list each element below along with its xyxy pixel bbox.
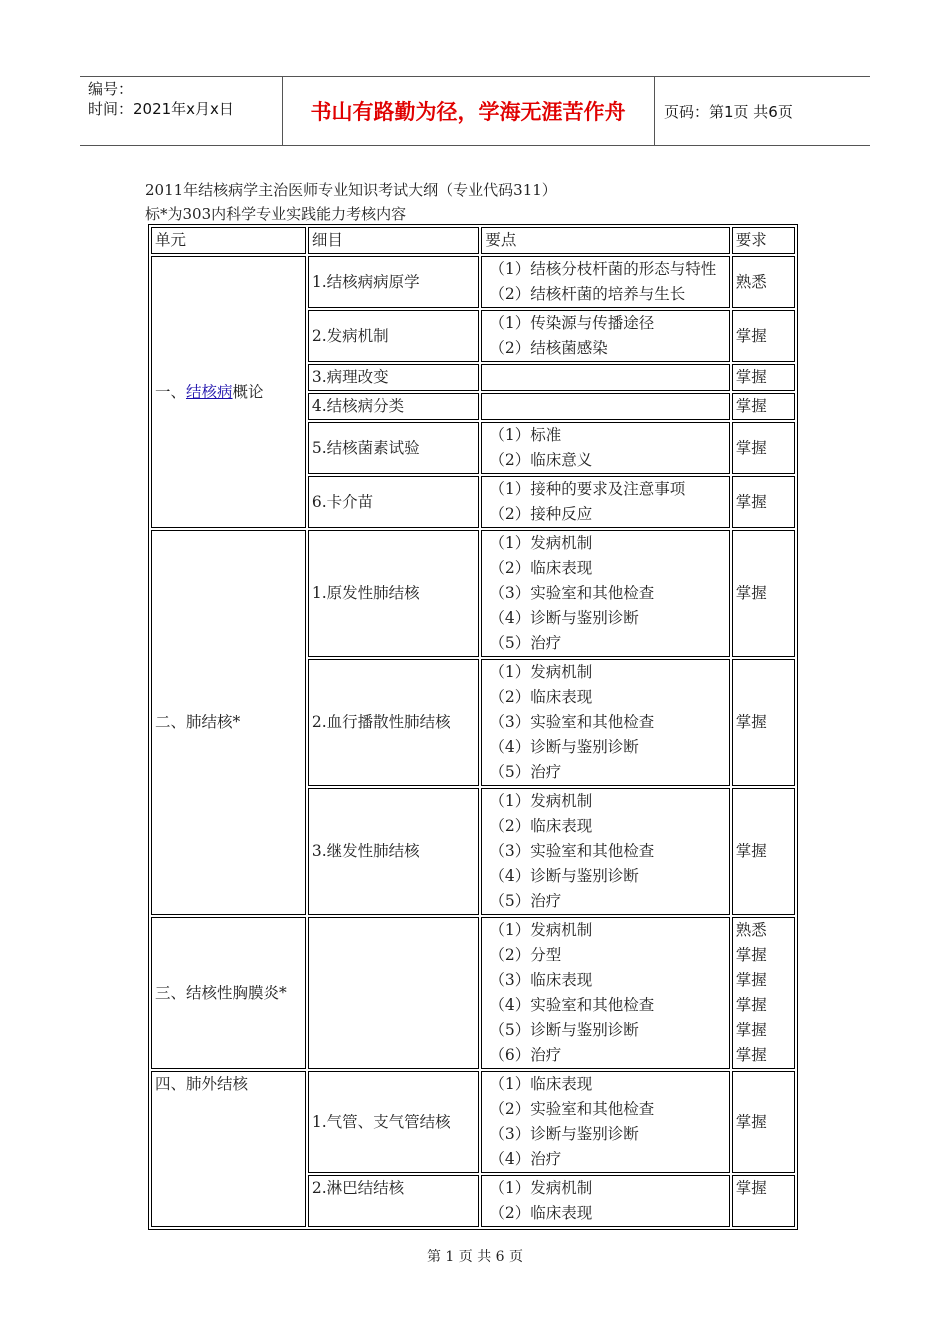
points-cell <box>481 788 729 915</box>
syllabus-table <box>148 224 798 1230</box>
requirement-item: 掌握 <box>735 1046 767 1064</box>
unit-title-link[interactable]: 结核病 <box>186 382 233 401</box>
point-item: （3）实验室和其他检查 <box>489 584 655 602</box>
header-meta <box>88 79 278 119</box>
point-item: （5）治疗 <box>489 763 562 781</box>
item-cell: 3.继发性肺结核 <box>308 788 480 915</box>
requirement-cell: 掌握 <box>732 364 795 391</box>
points-cell <box>481 364 729 391</box>
document-subtitle: 标*为303内科学专业实践能力考核内容 <box>145 205 407 223</box>
header-page-info: 页码：第1页 共6页 <box>664 102 793 121</box>
point-item: （3）实验室和其他检查 <box>489 713 655 731</box>
unit-title: 四、肺外结核 <box>155 1075 249 1093</box>
points-cell <box>481 659 729 786</box>
requirement-cell: 掌握 <box>732 422 795 474</box>
point-item: （2）临床表现 <box>489 559 593 577</box>
point-item: （2）临床意义 <box>489 451 593 469</box>
requirement-item: 掌握 <box>735 996 767 1014</box>
point-item: （3）临床表现 <box>489 971 593 989</box>
point-item: （2）实验室和其他检查 <box>489 1100 655 1118</box>
point-item: （3）诊断与鉴别诊断 <box>489 1125 639 1143</box>
point-item: （2）临床表现 <box>489 1204 593 1222</box>
point-item: （2）临床表现 <box>489 688 593 706</box>
unit-title: 一、 <box>155 382 187 401</box>
points-cell <box>481 1071 729 1173</box>
point-item: （1）临床表现 <box>489 1075 593 1093</box>
point-item: （2）接种反应 <box>489 505 593 523</box>
column-header-item: 细目 <box>308 227 480 254</box>
table-row <box>151 256 795 308</box>
point-item: （6）治疗 <box>489 1046 562 1064</box>
requirement-item: 熟悉 <box>735 921 767 939</box>
table-row <box>151 1071 795 1173</box>
requirement-cell: 掌握 <box>732 393 795 420</box>
header-motto: 书山有路勤为径，学海无涯苦作舟 <box>310 100 626 124</box>
requirement-cell: 掌握 <box>732 788 795 915</box>
point-item: （4）诊断与鉴别诊断 <box>489 867 639 885</box>
points-cell <box>481 917 729 1069</box>
point-item: （2）临床表现 <box>489 817 593 835</box>
points-cell <box>481 393 729 420</box>
unit-title: 二、肺结核* <box>155 713 241 731</box>
point-item: （1）发病机制 <box>489 534 593 552</box>
unit-title: 三、结核性胸膜炎* <box>155 983 287 1002</box>
point-item: （1）标准 <box>489 426 562 444</box>
item-cell: 3.病理改变 <box>308 364 480 391</box>
header-divider <box>654 77 655 145</box>
requirement-cell: 掌握 <box>732 1071 795 1173</box>
requirement-cell <box>732 917 795 1069</box>
point-item: （1）发病机制 <box>489 792 593 810</box>
unit-cell <box>151 530 306 915</box>
column-header-requirement: 要求 <box>732 227 795 254</box>
table-row <box>151 917 795 1069</box>
point-item: （1）结核分枝杆菌的形态与特性 <box>489 260 717 278</box>
item-cell <box>308 917 480 1069</box>
point-item: （2）分型 <box>489 946 562 964</box>
requirement-item: 掌握 <box>735 1021 767 1039</box>
item-cell: 1.原发性肺结核 <box>308 530 480 657</box>
requirement-cell: 掌握 <box>732 530 795 657</box>
point-item: （1）发病机制 <box>489 1179 593 1197</box>
point-item: （1）发病机制 <box>489 663 593 681</box>
document-number-label: 编号： <box>88 80 134 98</box>
item-cell: 4.结核病分类 <box>308 393 480 420</box>
column-header-points: 要点 <box>481 227 729 254</box>
page-header <box>80 76 870 146</box>
unit-cell <box>151 917 306 1069</box>
item-cell: 1.结核病病原学 <box>308 256 480 308</box>
document-time-label: 时间：2021年x月x日 <box>88 100 234 118</box>
item-cell: 2.发病机制 <box>308 310 480 362</box>
points-cell <box>481 422 729 474</box>
page-footer: 第 1 页 共 6 页 <box>426 1249 524 1265</box>
document-title: 2011年结核病学主治医师专业知识考试大纲（专业代码311） <box>145 181 557 199</box>
table-row <box>151 530 795 657</box>
point-item: （4）诊断与鉴别诊断 <box>489 609 639 627</box>
unit-cell <box>151 1071 306 1227</box>
point-item: （4）实验室和其他检查 <box>489 996 655 1014</box>
point-item: （4）治疗 <box>489 1150 562 1168</box>
points-cell <box>481 310 729 362</box>
point-item: （5）诊断与鉴别诊断 <box>489 1021 639 1039</box>
point-item: （1）发病机制 <box>489 921 593 939</box>
requirement-cell: 熟悉 <box>732 256 795 308</box>
item-cell: 6.卡介苗 <box>308 476 480 528</box>
item-cell: 5.结核菌素试验 <box>308 422 480 474</box>
points-cell <box>481 476 729 528</box>
item-cell: 2.血行播散性肺结核 <box>308 659 480 786</box>
table-body <box>151 256 795 1227</box>
point-item: （1）传染源与传播途径 <box>489 314 655 332</box>
point-item: （5）治疗 <box>489 634 562 652</box>
points-cell <box>481 1175 729 1227</box>
unit-title-suffix: 概论 <box>232 382 264 401</box>
unit-cell <box>151 256 306 528</box>
point-item: （1）接种的要求及注意事项 <box>489 480 686 498</box>
requirement-cell: 掌握 <box>732 659 795 786</box>
requirement-cell: 掌握 <box>732 1175 795 1227</box>
requirement-cell: 掌握 <box>732 476 795 528</box>
requirement-cell: 掌握 <box>732 310 795 362</box>
point-item: （2）结核杆菌的培养与生长 <box>489 285 686 303</box>
item-cell: 2.淋巴结结核 <box>308 1175 480 1227</box>
item-cell: 1.气管、支气管结核 <box>308 1071 480 1173</box>
requirement-item: 掌握 <box>735 971 767 989</box>
table-header-row <box>151 227 795 254</box>
points-cell <box>481 530 729 657</box>
requirement-item: 掌握 <box>735 946 767 964</box>
point-item: （4）诊断与鉴别诊断 <box>489 738 639 756</box>
point-item: （3）实验室和其他检查 <box>489 842 655 860</box>
column-header-unit: 单元 <box>151 227 306 254</box>
points-cell <box>481 256 729 308</box>
point-item: （2）结核菌感染 <box>489 339 608 357</box>
point-item: （5）治疗 <box>489 892 562 910</box>
